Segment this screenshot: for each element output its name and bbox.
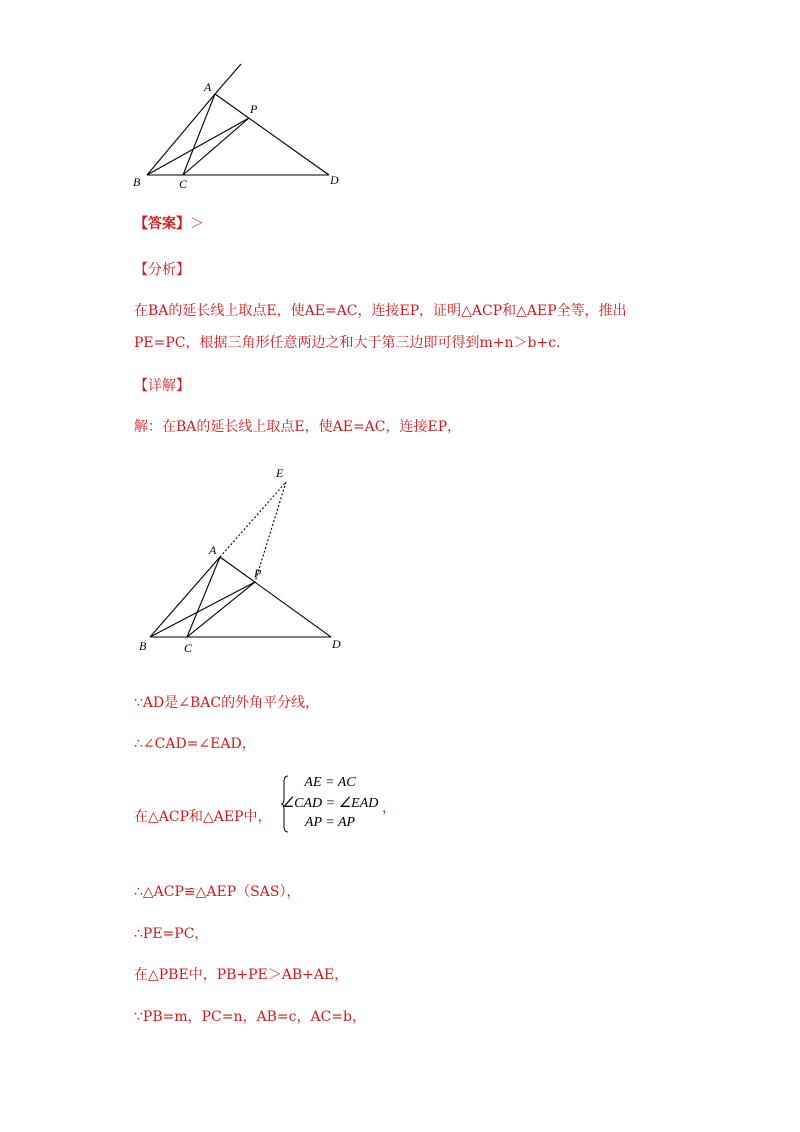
label-b: B bbox=[133, 175, 141, 189]
system-row-1: AE = AC bbox=[304, 775, 356, 790]
geometry-figure-2 bbox=[125, 460, 365, 660]
step-2: ∴∠CAD=∠EAD， bbox=[134, 736, 256, 752]
step-1: ∵AD是∠BAC的外角平分线， bbox=[134, 695, 320, 711]
ray-beyond-a bbox=[215, 64, 241, 94]
analysis-line-2: PE=PC，根据三角形任意两边之和大于第三边即可得到m+n＞b+c． bbox=[134, 335, 571, 351]
segment-bp bbox=[147, 118, 249, 175]
step-3-prefix: 在△ACP和△AEP中， bbox=[134, 809, 272, 825]
answer-value: ＞ bbox=[190, 216, 204, 232]
geometry-figure-1 bbox=[125, 60, 355, 195]
label-a: A bbox=[209, 543, 217, 557]
answer-bracket: 【答案】 bbox=[134, 216, 190, 232]
step-6: 在△PBE中，PB+PE＞AB+AE， bbox=[134, 967, 349, 983]
answer-line bbox=[134, 213, 204, 233]
segment-cp bbox=[183, 118, 249, 175]
detail-intro: 解：在BA的延长线上取点E，使AE=AC，连接EP， bbox=[134, 419, 462, 435]
segment-ad bbox=[215, 94, 329, 175]
segment-cp bbox=[187, 582, 255, 637]
system-trailing-comma: ， bbox=[382, 800, 396, 816]
label-a: A bbox=[204, 80, 212, 94]
segment-ab bbox=[147, 94, 215, 175]
label-c: C bbox=[184, 641, 193, 655]
system-row-3: AP = AP bbox=[304, 815, 356, 830]
label-e: E bbox=[276, 466, 284, 480]
segment-ac bbox=[183, 94, 215, 175]
dashed-ae bbox=[220, 482, 286, 557]
label-p: P bbox=[254, 566, 262, 580]
label-p: P bbox=[250, 102, 258, 116]
segment-ab bbox=[150, 557, 220, 637]
analysis-line-1: 在BA的延长线上取点E，使AE=AC，连接EP，证明△ACP和△AEP全等，推出 bbox=[134, 303, 627, 319]
label-d: D bbox=[332, 637, 341, 651]
step-5: ∴PE=PC， bbox=[134, 926, 209, 942]
segment-bp bbox=[150, 582, 255, 637]
label-d: D bbox=[330, 173, 339, 187]
equation-system bbox=[280, 775, 396, 835]
step-4: ∴△ACP≌△AEP（SAS）， bbox=[134, 884, 301, 900]
analysis-heading: 【分析】 bbox=[134, 262, 190, 278]
label-c: C bbox=[179, 177, 188, 191]
segment-ac bbox=[187, 557, 220, 637]
detail-heading: 【详解】 bbox=[134, 378, 190, 394]
system-row-2: ∠CAD = ∠EAD bbox=[281, 796, 379, 811]
step-7: ∵PB=m，PC=n，AB=c，AC=b， bbox=[134, 1009, 366, 1025]
label-b: B bbox=[139, 639, 147, 653]
